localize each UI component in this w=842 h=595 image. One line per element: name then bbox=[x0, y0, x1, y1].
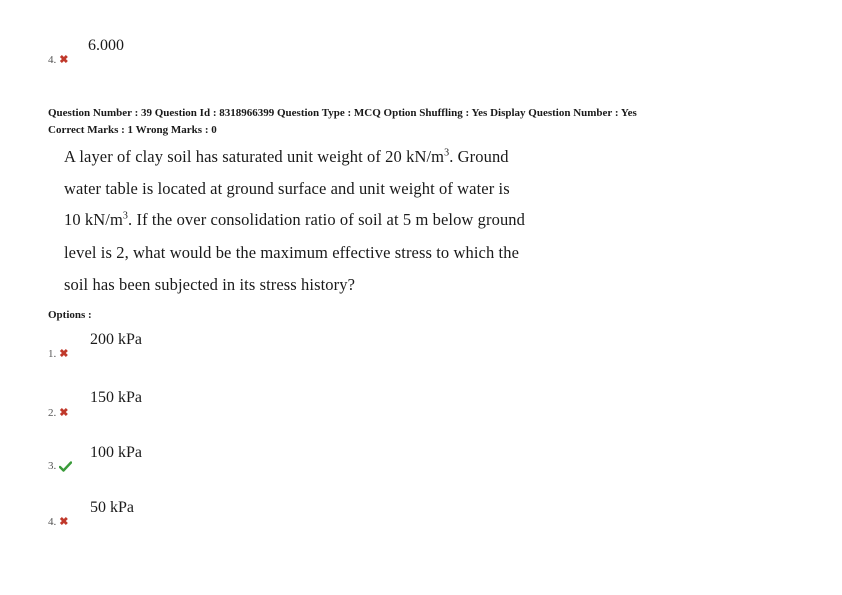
question-line-1-sup: 3 bbox=[444, 147, 450, 159]
question-line-3 bbox=[64, 210, 525, 230]
option-1-text: 200 kPa bbox=[90, 331, 142, 348]
question-meta-line-1: Question Number : 39 Question Id : 8318966399 Question Type : MCQ Option Shuffling : Yes Display Question Number : Yes bbox=[48, 107, 637, 119]
question-line-4: level is 2, what would be the maximum effective stress to which the bbox=[64, 243, 519, 262]
checkmark-icon bbox=[59, 461, 72, 472]
prev-option-number-label: 4. bbox=[48, 53, 57, 66]
option-4-text: 50 kPa bbox=[90, 499, 134, 516]
cross-icon: ✖ bbox=[59, 407, 69, 419]
option-4-number bbox=[48, 515, 68, 528]
question-line-3-a: 10 kN/m bbox=[64, 210, 123, 229]
cross-icon: ✖ bbox=[59, 54, 69, 66]
prev-option-number bbox=[48, 53, 68, 66]
question-line-1-a: A layer of clay soil has saturated unit weight of 20 kN/m bbox=[64, 147, 445, 166]
question-line-2: water table is located at ground surface and unit weight of water is bbox=[64, 179, 510, 198]
option-1-number-label: 1. bbox=[48, 347, 57, 360]
option-3-text: 100 kPa bbox=[90, 444, 142, 461]
option-4-number-label: 4. bbox=[48, 515, 57, 528]
option-2-number-label: 2. bbox=[48, 406, 57, 419]
question-line-1-b: . Ground bbox=[449, 147, 509, 166]
option-3-number bbox=[48, 460, 72, 472]
question-line-5: soil has been subjected in its stress history? bbox=[64, 275, 356, 294]
option-1-number bbox=[48, 347, 68, 360]
question-line-3-sup: 3 bbox=[122, 210, 129, 222]
cross-icon: ✖ bbox=[59, 348, 69, 360]
cross-icon: ✖ bbox=[59, 516, 69, 528]
question-meta-line-2: Correct Marks : 1 Wrong Marks : 0 bbox=[48, 124, 217, 136]
question-line-3-b: . If the over consolidation ratio of soil at 5 m below ground bbox=[128, 210, 526, 229]
question-line-1 bbox=[64, 147, 509, 167]
options-label: Options : bbox=[48, 309, 92, 321]
option-2-text: 150 kPa bbox=[90, 389, 142, 406]
option-3-number-label: 3. bbox=[48, 460, 57, 472]
option-2-number bbox=[48, 406, 68, 419]
prev-option-text: 6.000 bbox=[88, 37, 124, 54]
